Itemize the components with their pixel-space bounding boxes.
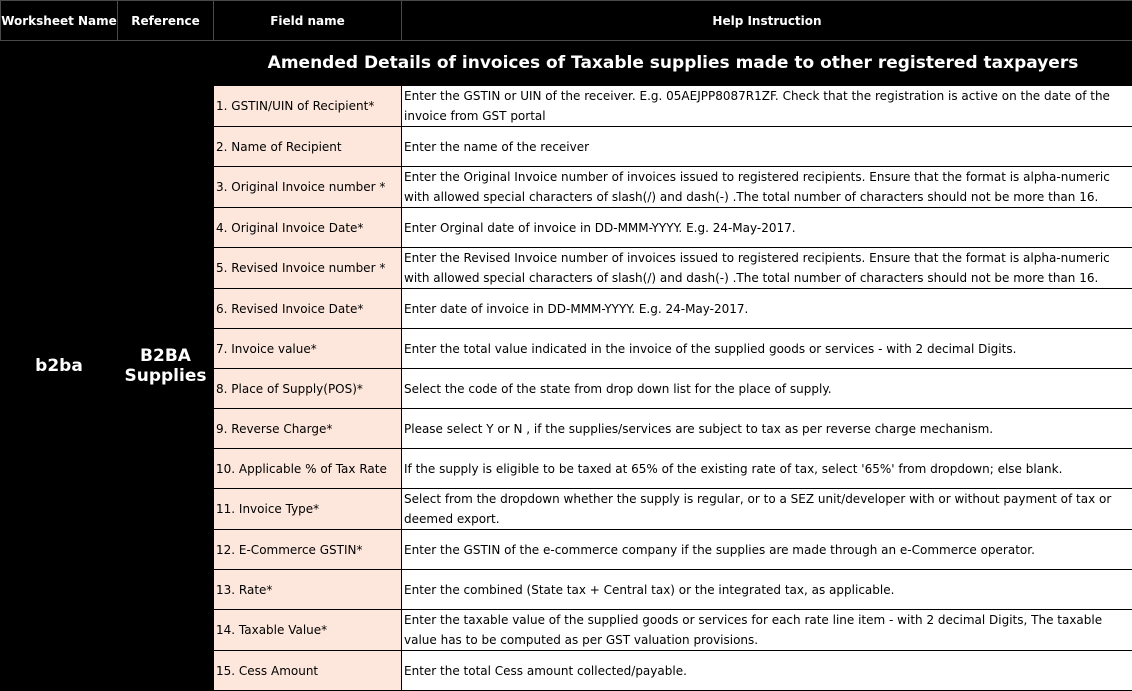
help-instruction-cell[interactable]: Select the code of the state from drop down list for the place of supply.	[402, 369, 1132, 409]
header-field-name[interactable]: Field name	[214, 1, 402, 41]
section-title[interactable]: Amended Details of invoices of Taxable supplies made to other registered taxpayers	[214, 41, 1132, 86]
header-worksheet-name[interactable]: Worksheet Name	[1, 1, 118, 41]
field-name-cell[interactable]: 15. Cess Amount	[214, 651, 402, 691]
help-instruction-cell[interactable]: Select from the dropdown whether the supply is regular, or to a SEZ unit/developer with or without payment of tax or deemed export.	[402, 489, 1132, 530]
field-name-cell[interactable]: 2. Name of Recipient	[214, 127, 402, 167]
help-instruction-cell[interactable]: Enter Orginal date of invoice in DD-MMM-YYYY. E.g. 24-May-2017.	[402, 208, 1132, 248]
help-instruction-cell[interactable]: Enter the name of the receiver	[402, 127, 1132, 167]
worksheet-name-cell[interactable]: b2ba	[1, 41, 118, 691]
field-name-cell[interactable]: 7. Invoice value*	[214, 329, 402, 369]
help-instruction-cell[interactable]: Please select Y or N , if the supplies/services are subject to tax as per reverse charge mechanism.	[402, 409, 1132, 449]
field-name-cell[interactable]: 14. Taxable Value*	[214, 610, 402, 651]
field-name-cell[interactable]: 13. Rate*	[214, 570, 402, 610]
header-help-instruction[interactable]: Help Instruction	[402, 1, 1132, 41]
field-name-cell[interactable]: 1. GSTIN/UIN of Recipient*	[214, 86, 402, 127]
field-name-cell[interactable]: 4. Original Invoice Date*	[214, 208, 402, 248]
help-instruction-cell[interactable]: Enter the taxable value of the supplied goods or services for each rate line item - with 2 decimal Digits, The taxable value has to be computed as per GST valuation provisions.	[402, 610, 1132, 651]
help-instruction-cell[interactable]: Enter the total Cess amount collected/payable.	[402, 651, 1132, 691]
field-name-cell[interactable]: 12. E-Commerce GSTIN*	[214, 530, 402, 570]
field-name-cell[interactable]: 9. Reverse Charge*	[214, 409, 402, 449]
help-instruction-cell[interactable]: Enter the GSTIN or UIN of the receiver. E.g. 05AEJPP8087R1ZF. Check that the registration is active on the date of the invoice from GST portal	[402, 86, 1132, 127]
help-instruction-cell[interactable]: Enter the Revised Invoice number of invoices issued to registered recipients. Ensure that the format is alpha-numeric with allowed special characters of slash(/) and dash(-) .The total number of characters should not be more than 16.	[402, 248, 1132, 289]
header-row	[1, 1, 1132, 41]
help-instruction-cell[interactable]: Enter date of invoice in DD-MMM-YYYY. E.g. 24-May-2017.	[402, 289, 1132, 329]
field-name-cell[interactable]: 3. Original Invoice number *	[214, 167, 402, 208]
section-title-row	[1, 41, 1132, 86]
help-instruction-cell[interactable]: Enter the GSTIN of the e-commerce company if the supplies are made through an e-Commerce operator.	[402, 530, 1132, 570]
help-instruction-cell[interactable]: If the supply is eligible to be taxed at 65% of the existing rate of tax, select '65%' from dropdown; else blank.	[402, 449, 1132, 489]
help-instruction-cell[interactable]: Enter the total value indicated in the invoice of the supplied goods or services - with 2 decimal Digits.	[402, 329, 1132, 369]
help-instruction-cell[interactable]: Enter the Original Invoice number of invoices issued to registered recipients. Ensure that the format is alpha-numeric with allowed special characters of slash(/) and dash(-) .The total number of characters should not be more than 16.	[402, 167, 1132, 208]
reference-cell[interactable]: B2BA Supplies	[118, 41, 214, 691]
field-name-cell[interactable]: 5. Revised Invoice number *	[214, 248, 402, 289]
field-name-cell[interactable]: 8. Place of Supply(POS)*	[214, 369, 402, 409]
field-name-cell[interactable]: 11. Invoice Type*	[214, 489, 402, 530]
header-reference[interactable]: Reference	[118, 1, 214, 41]
field-name-cell[interactable]: 6. Revised Invoice Date*	[214, 289, 402, 329]
help-instruction-cell[interactable]: Enter the combined (State tax + Central tax) or the integrated tax, as applicable.	[402, 570, 1132, 610]
field-name-cell[interactable]: 10. Applicable % of Tax Rate	[214, 449, 402, 489]
